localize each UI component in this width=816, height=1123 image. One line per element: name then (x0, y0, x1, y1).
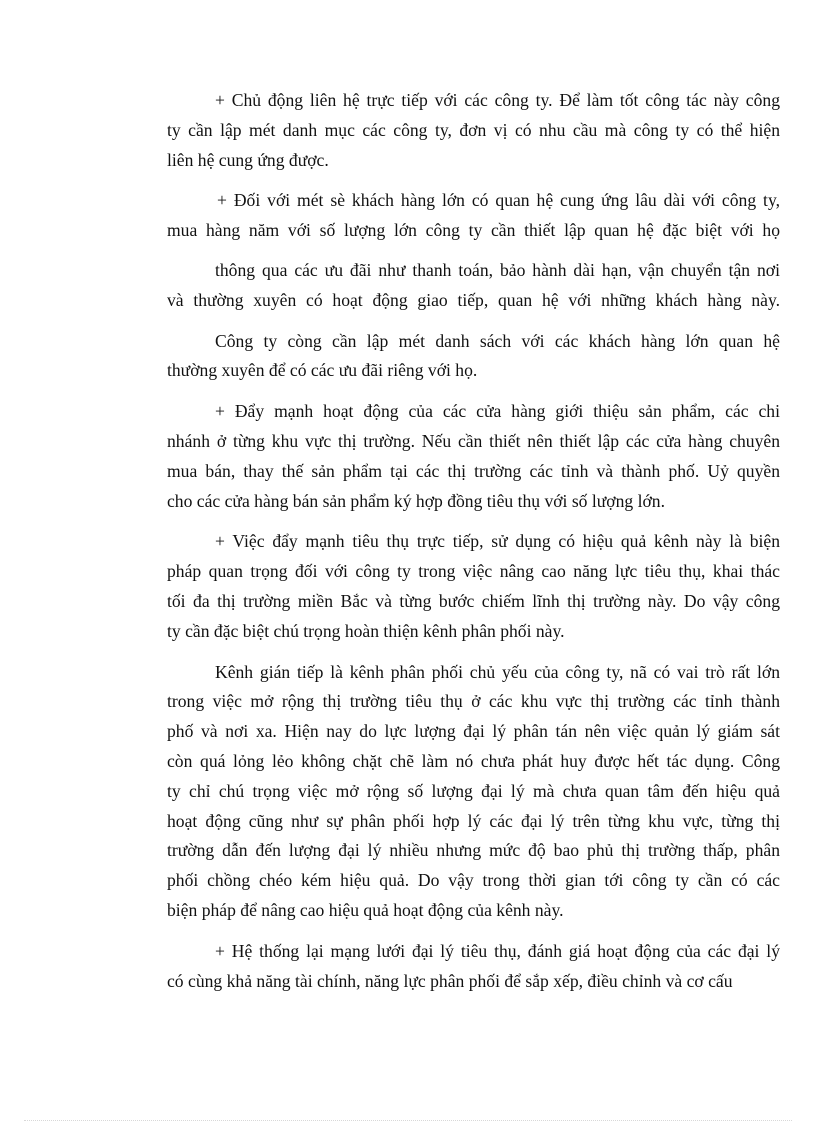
text-line: phố và nơi xa. Hiện nay do lực lượng đại lý phân tán nên việc quản lý giám sát (167, 721, 780, 742)
text-line: phối chồng chéo kém hiệu quả. Do vậy trong thời gian tới công ty cần có các (167, 870, 780, 891)
paragraph-agent-network (167, 937, 780, 997)
text-line: còn quá lỏng lẻo không chặt chẽ làm nó chưa phát huy được hết tác dụng. Công (167, 750, 780, 771)
paragraph-incentives (167, 256, 780, 316)
text-line: + Hệ thống lại mạng lưới đại lý tiêu thụ, đánh giá hoạt động của các đại lý (215, 940, 780, 961)
text-line: Kênh gián tiếp là kênh phân phối chủ yếu của công ty, nã có vai trò rất lớn (215, 661, 780, 682)
paragraph-direct-contact (167, 86, 780, 175)
text-line: hoạt động cũng như sự phân phối hợp lý các đại lý trên từng khu vực, từng thị (167, 810, 780, 831)
paragraph-indirect-channel (167, 658, 780, 926)
text-line: Công ty còng cần lập mét danh sách với các khách hàng lớn quan hệ (215, 330, 780, 351)
text-line: biện pháp để nâng cao hiệu quả hoạt động của kênh này. (167, 899, 564, 920)
text-line: pháp quan trọng đối với công ty trong việc nâng cao năng lực tiêu thụ, khai thác (167, 561, 780, 582)
text-line: tối đa thị trường miền Bắc và từng bước chiếm lĩnh thị trường này. Do vậy công (167, 590, 780, 611)
text-line: và thường xuyên có hoạt động giao tiếp, quan hệ với những khách hàng này. (167, 289, 780, 310)
document-body (167, 86, 780, 1007)
paragraph-large-customers (167, 186, 780, 246)
text-line: ty chỉ chú trọng việc mở rộng số lượng đại lý mà chưa quan tâm đến hiệu quả (167, 780, 780, 801)
paragraph-direct-sales (167, 527, 780, 646)
paragraph-customer-list (167, 327, 780, 387)
text-line: mua bán, thay thế sản phẩm tại các thị trường các tỉnh và thành phố. Uỷ quyền (167, 460, 780, 481)
text-line: + Đẩy mạnh hoạt động của các cửa hàng giới thiệu sản phẩm, các chi (215, 401, 780, 422)
text-line: trường dẫn đến lượng đại lý nhiều nhưng mức độ bao phủ thị trường thấp, phân (167, 840, 780, 861)
text-line: thông qua các ưu đãi như thanh toán, bảo hành dài hạn, vận chuyển tận nơi (215, 259, 780, 280)
text-line: cho các cửa hàng bán sản phẩm ký hợp đồng tiêu thụ với số lượng lớn. (167, 490, 665, 511)
text-line: mua hàng năm với số lượng lớn công ty cần thiết lập quan hệ đặc biệt với họ (167, 220, 780, 241)
text-line: trong việc mở rộng thị trường tiêu thụ ở các khu vực thị trường các tỉnh thành (167, 691, 780, 712)
text-line: + Đối với mét sè khách hàng lớn có quan hệ cung ứng lâu dài với công ty, (217, 190, 780, 211)
text-line: ty cần lập mét danh mục các công ty, đơn vị có nhu cầu mà công ty có thể hiện (167, 119, 780, 140)
text-line: + Chủ động liên hệ trực tiếp với các công ty. Để làm tốt công tác này công (215, 90, 780, 110)
text-line: nhánh ở từng khu vực thị trường. Nếu cần thiết nên thiết lập các cửa hàng chuyên (167, 430, 780, 451)
text-line: + Việc đẩy mạnh tiêu thụ trực tiếp, sử dụng có hiệu quả kênh này là biện (215, 531, 780, 552)
paragraph-showrooms (167, 397, 780, 516)
text-line: thường xuyên để có các ưu đãi riêng với họ. (167, 360, 478, 381)
page-bottom-rule (24, 1120, 792, 1121)
text-line: có cùng khả năng tài chính, năng lực phân phối để sắp xếp, điều chỉnh và cơ cấu (167, 970, 733, 991)
text-line: ty cần đặc biệt chú trọng hoàn thiện kênh phân phối này. (167, 620, 565, 641)
text-line: liên hệ cung ứng được. (167, 149, 329, 170)
